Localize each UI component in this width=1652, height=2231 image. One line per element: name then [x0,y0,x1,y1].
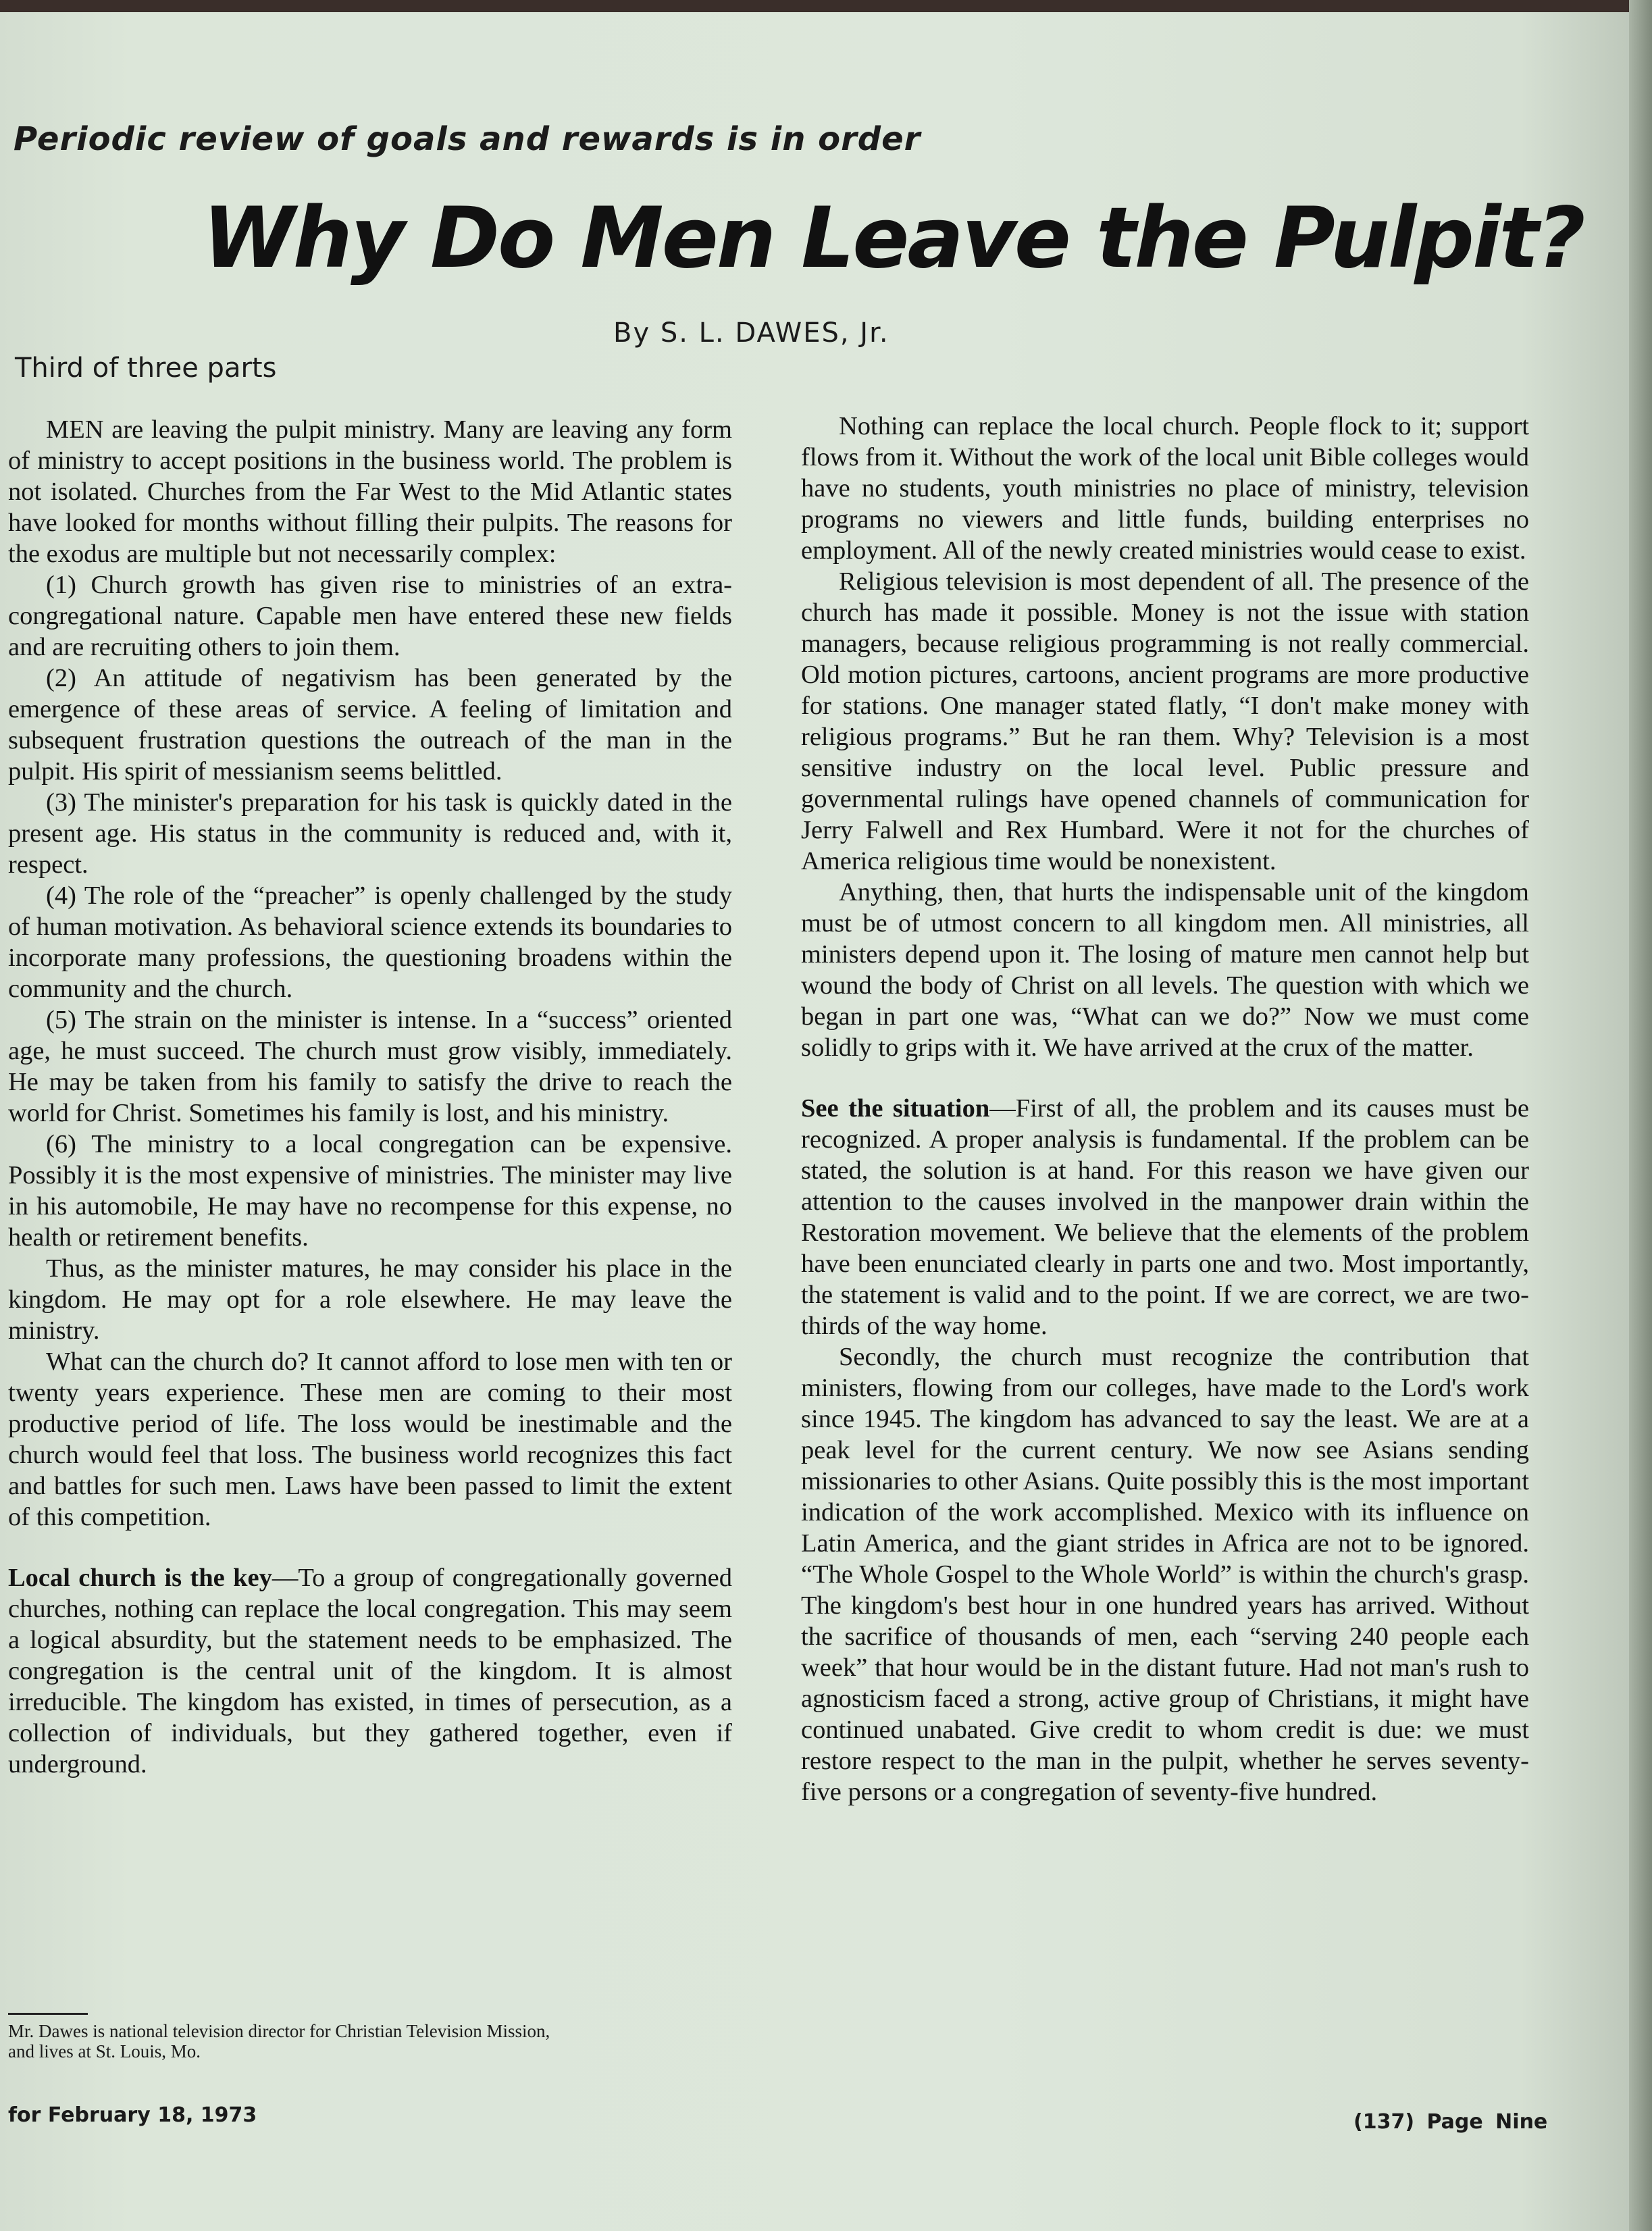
article-byline: By S. L. DAWES, Jr. [613,317,889,349]
author-footnote [8,2021,738,2061]
footnote-line: Mr. Dawes is national television director for Christian Television Mission, [8,2021,550,2041]
paragraph: What can the church do? It cannot afford to lose men with ten or twenty years experience. These men are coming to their most productive period of life. The loss would be inestimable and the church would feel that loss. The business world recognizes this fact and battles for such men. Laws have been passed to limit the extent of this competition. [8,1348,732,1531]
paragraph: Secondly, the church must recognize the contribution that ministers, flowing from our colleges, have made to the Lord's work since 1945. The kingdom has advanced to say the least. We are at a peak level for the current century. We now see Asians sending missionaries to other Asians. Quite possibly this is the most important indication of the work accomplished. Mexico with its influence on Latin America, and the giant strides in Africa are not to be ignored. “The Whole Gospel to the Whole World” is within the church's grasp. The kingdom's best hour in one hundred years has arrived. Without the sacrifice of thousands of men, each “serving 240 people each week” that hour would be in the distant future. Had not man's rush to agnosticism faced a strong, active group of Christians, it might have continued unabated. Give credit to whom credit is due: we must restore respect to the man in the pulpit, whether he serves seventy-five persons or a congregation of seventy-five hundred. [801,1343,1529,1806]
section-paragraph [801,1093,1529,1341]
paragraph: (3) The minister's preparation for his task is quickly dated in the present age. His status in the community is reduced and, with it, respect. [8,788,732,879]
paragraph: (5) The strain on the minister is intense. In a “success” oriented age, he must succeed. The church must grow visibly, immediately. He may be taken from his family to satisfy the drive to reach the world for Christ. Sometimes his family is lost, and his ministry. [8,1006,732,1127]
footnote-rule [8,2013,88,2015]
footnote-line: and lives at St. Louis, Mo. [8,2041,201,2061]
scan-top-edge [0,0,1652,12]
section-heading-local-church: Local church is the key [8,1564,272,1592]
paragraph: (2) An attitude of negativism has been generated by the emergence of these areas of service. A feeling of limitation and subsequent frustration questions the outreach of the man in the pulpit. His spirit of messianism seems belittled. [8,664,732,786]
left-column [8,414,732,1780]
folio-date: for February 18, 1973 [8,2103,257,2127]
paragraph: MEN are leaving the pulpit ministry. Many are leaving any form of ministry to accept positions in the business world. The problem is not isolated. Churches from the Far West to the Mid Atlantic states have looked for months without filling their pulpits. The reasons for the exodus are multiple but not necessarily complex: [8,415,732,568]
paragraph: Religious television is most dependent of all. The presence of the church has made it possible. Money is not the issue with station managers, because religious programming is not really commercial. Old motion pictures, cartoons, ancient programs are more productive for stations. One manager stated flatly, “I don't make money with religious programs.” But he ran them. Why? Television is a most sensitive industry on the local level. Public pressure and governmental rulings have opened channels of communication for Jerry Falwell and Rex Humbard. Were it not for the churches of America religious time would be nonexistent. [801,567,1529,875]
folio-page-number: (137) Page Nine [1353,2110,1548,2134]
paragraph: Anything, then, that hurts the indispensable unit of the kingdom must be of utmost concern to all kingdom men. All ministries, all ministers depend upon it. The losing of mature men cannot help but wound the body of Christ on all levels. The question with which we began in part one was, “What can we do?” Now we must come solidly to grips with it. We have arrived at the crux of the matter. [801,878,1529,1062]
page-gutter-shadow [1629,0,1652,2231]
section-paragraph [8,1562,732,1780]
paragraph: (4) The role of the “preacher” is openly challenged by the study of human motivation. As behavioral science extends its boundaries to incorporate many professions, the questioning broadens within the community and the church. [8,881,732,1003]
paragraph: (6) The ministry to a local congregation can be expensive. Possibly it is the most expensive of ministries. The minister may live in his automobile, He may have no recompense for this expense, no health or retirement benefits. [8,1130,732,1252]
right-column [801,411,1529,1807]
section-heading-see-situation: See the situation [801,1094,990,1123]
series-label: Third of three parts [15,353,277,384]
section-body: —To a group of congregationally governed churches, nothing can replace the local congregation. This may seem a logical absurdity, but the statement needs to be emphasized. The congregation is the central unit of the kingdom. It is almost irreducible. The kingdom has existed, in times of persecution, as a collection of individuals, but they gathered together, even if underground. [8,1564,732,1778]
article-title: Why Do Men Leave the Pulpit? [203,190,1584,287]
paragraph: Nothing can replace the local church. People flock to it; support flows from it. Without the work of the local unit Bible colleges would have no students, youth ministries no place of ministry, television programs no viewers and little funds, building enterprises no employment. All of the newly created ministries would cease to exist. [801,412,1529,565]
paragraph: Thus, as the minister matures, he may consider his place in the kingdom. He may opt for a role elsewhere. He may leave the ministry. [8,1254,732,1345]
section-body: —First of all, the problem and its causes must be recognized. A proper analysis is fundamental. If the problem can be stated, the solution is at hand. For this reason we have given our attention to the causes involved in the manpower drain within the Restoration movement. We believe that the elements of the problem have been enunciated clearly in parts one and two. Most importantly, the statement is valid and to the point. If we are correct, we are two-thirds of the way home. [801,1094,1530,1340]
paragraph: (1) Church growth has given rise to ministries of an extra-congregational nature. Capable men have entered these new fields and are recruiting others to join them. [8,571,732,661]
article-kicker: Periodic review of goals and rewards is in order [14,120,921,158]
